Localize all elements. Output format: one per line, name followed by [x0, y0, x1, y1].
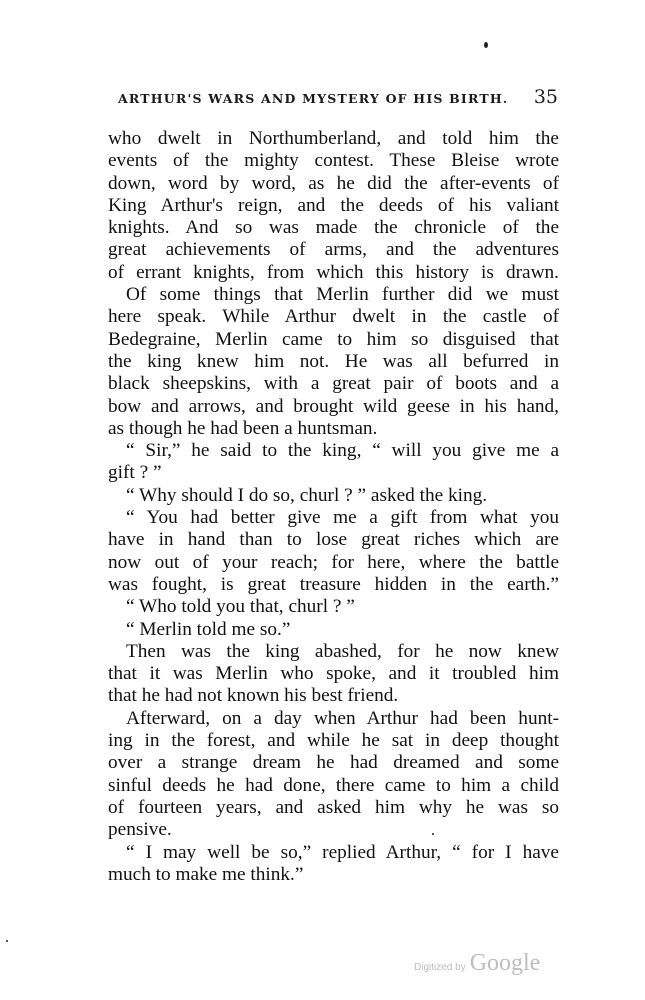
text-line: “ Who told you that, churl ? ”	[126, 596, 355, 618]
text-line: gift ? ”	[108, 462, 162, 484]
text-line: over a strange dream he had dreamed and some	[108, 752, 559, 774]
text-line: ing in the forest, and while he sat in deep thought	[108, 730, 559, 752]
text-line: sinful deeds he had done, there came to him a child	[108, 774, 559, 796]
scan-speck	[6, 940, 8, 942]
text-line: much to make me think.”	[108, 863, 304, 885]
text-line: now out of your reach; for here, where the battle	[108, 551, 559, 573]
text-line: “ Merlin told me so.”	[126, 618, 291, 640]
text-line: events of the mighty contest. These Bleise wrote	[108, 150, 559, 172]
watermark-prefix: Digitized by	[414, 962, 466, 973]
text-line: have in hand than to lose great riches which are	[108, 529, 559, 551]
digitized-by-google-watermark	[414, 950, 540, 977]
text-line: pensive.	[108, 819, 172, 841]
text-line: was fought, is great treasure hidden in the earth.”	[108, 573, 559, 595]
text-line: of errant knights, from which this history is drawn.	[108, 261, 559, 283]
text-line: who dwelt in Northumberland, and told him the	[108, 128, 559, 149]
text-line: “ I may well be so,” replied Arthur, “ for I have	[126, 841, 559, 863]
text-line: Bedegraine, Merlin came to him so disguised that	[108, 328, 559, 350]
text-line: here speak. While Arthur dwelt in the castle of	[108, 306, 559, 328]
running-title: ARTHUR'S WARS AND MYSTERY OF HIS BIRTH.	[118, 91, 509, 106]
text-line: down, word by word, as he did the after-events of	[108, 172, 559, 194]
page-number: 35	[533, 86, 558, 108]
text-line: knights. And so was made the chronicle of the	[108, 217, 559, 239]
page-text	[108, 128, 559, 886]
text-line: that he had not known his best friend.	[108, 685, 399, 707]
text-line: “ Why should I do so, churl ? ” asked the king.	[126, 484, 488, 506]
text-line: as though he had been a huntsman.	[108, 417, 378, 439]
text-line: great achievements of arms, and the adventures	[108, 239, 559, 261]
text-line: King Arthur's reign, and the deeds of his valiant	[108, 194, 559, 216]
text-line: the king knew him not. He was all befurred in	[108, 350, 559, 372]
text-line: black sheepskins, with a great pair of boots and a	[108, 373, 559, 395]
text-line: Then was the king abashed, for he now knew	[126, 640, 559, 662]
text-line: Of some things that Merlin further did we must	[126, 284, 559, 306]
text-line: “ You had better give me a gift from what you	[126, 507, 559, 529]
text-line: of fourteen years, and asked him why he was so	[108, 796, 559, 818]
text-line: Afterward, on a day when Arthur had been hunt-	[126, 707, 559, 729]
text-line: “ Sir,” he said to the king, “ will you give me a	[126, 440, 559, 462]
watermark-brand: Google	[469, 950, 541, 976]
text-line: that it was Merlin who spoke, and it troubled him	[108, 663, 559, 685]
text-line: bow and arrows, and brought wild geese in his hand,	[108, 395, 559, 417]
scan-speck	[484, 42, 488, 48]
running-header	[118, 86, 558, 110]
